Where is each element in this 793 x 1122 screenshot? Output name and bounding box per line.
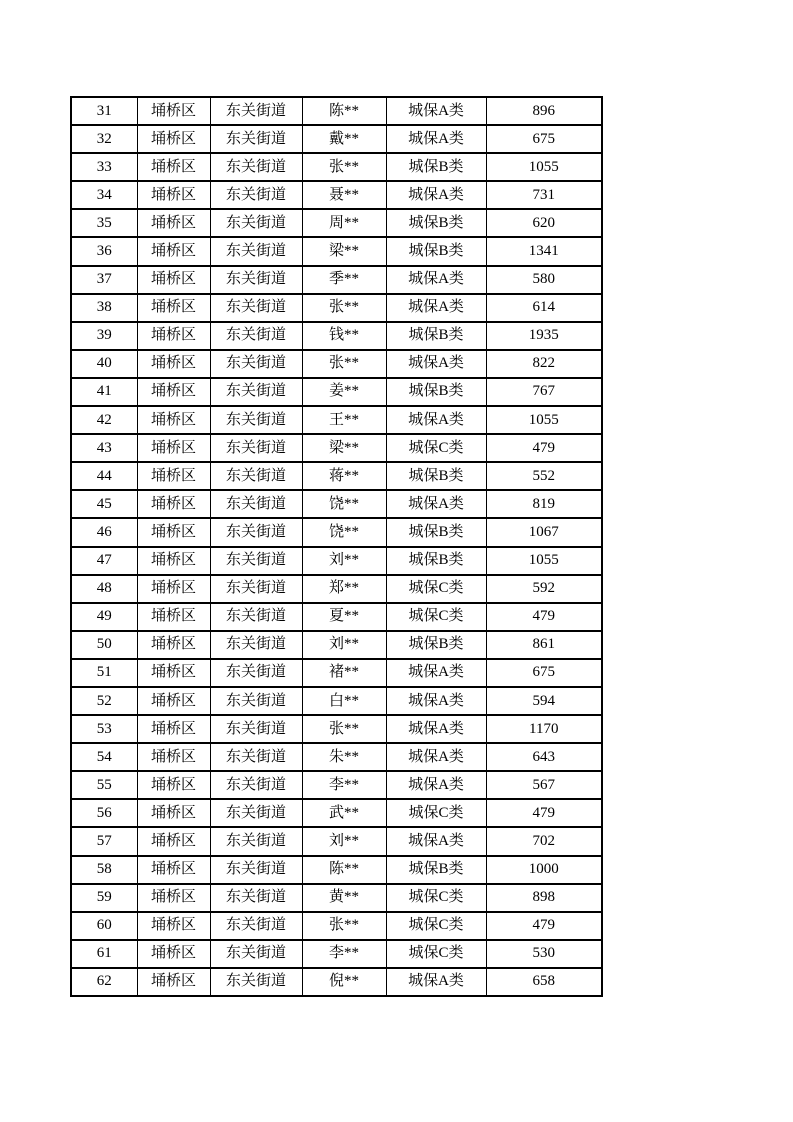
cell-category: 城保A类 bbox=[386, 715, 486, 743]
table-row bbox=[71, 799, 602, 827]
cell-category: 城保B类 bbox=[386, 378, 486, 406]
cell-amount: 1341 bbox=[486, 237, 602, 265]
cell-district: 埇桥区 bbox=[137, 603, 210, 631]
table-row bbox=[71, 743, 602, 771]
cell-category: 城保B类 bbox=[386, 631, 486, 659]
cell-amount: 1055 bbox=[486, 547, 602, 575]
cell-district: 埇桥区 bbox=[137, 687, 210, 715]
cell-street: 东关街道 bbox=[210, 322, 302, 350]
table-row bbox=[71, 856, 602, 884]
cell-row-number: 62 bbox=[71, 968, 137, 996]
cell-district: 埇桥区 bbox=[137, 912, 210, 940]
table-row bbox=[71, 940, 602, 968]
cell-category: 城保B类 bbox=[386, 209, 486, 237]
cell-row-number: 56 bbox=[71, 799, 137, 827]
cell-category: 城保A类 bbox=[386, 490, 486, 518]
cell-name: 夏** bbox=[302, 603, 386, 631]
cell-amount: 643 bbox=[486, 743, 602, 771]
cell-street: 东关街道 bbox=[210, 153, 302, 181]
cell-district: 埇桥区 bbox=[137, 771, 210, 799]
cell-street: 东关街道 bbox=[210, 406, 302, 434]
cell-category: 城保A类 bbox=[386, 827, 486, 855]
cell-street: 东关街道 bbox=[210, 659, 302, 687]
cell-street: 东关街道 bbox=[210, 575, 302, 603]
cell-district: 埇桥区 bbox=[137, 153, 210, 181]
table-row bbox=[71, 771, 602, 799]
table-row bbox=[71, 266, 602, 294]
cell-name: 梁** bbox=[302, 237, 386, 265]
cell-street: 东关街道 bbox=[210, 434, 302, 462]
table-row bbox=[71, 209, 602, 237]
cell-row-number: 51 bbox=[71, 659, 137, 687]
table-row bbox=[71, 603, 602, 631]
cell-street: 东关街道 bbox=[210, 631, 302, 659]
cell-category: 城保B类 bbox=[386, 237, 486, 265]
cell-row-number: 53 bbox=[71, 715, 137, 743]
cell-amount: 658 bbox=[486, 968, 602, 996]
cell-district: 埇桥区 bbox=[137, 968, 210, 996]
cell-district: 埇桥区 bbox=[137, 743, 210, 771]
table-body bbox=[71, 97, 602, 996]
cell-amount: 479 bbox=[486, 434, 602, 462]
table-row bbox=[71, 827, 602, 855]
cell-category: 城保A类 bbox=[386, 350, 486, 378]
cell-street: 东关街道 bbox=[210, 378, 302, 406]
cell-district: 埇桥区 bbox=[137, 490, 210, 518]
cell-category: 城保B类 bbox=[386, 462, 486, 490]
cell-category: 城保B类 bbox=[386, 547, 486, 575]
cell-name: 李** bbox=[302, 771, 386, 799]
cell-district: 埇桥区 bbox=[137, 97, 210, 125]
cell-name: 武** bbox=[302, 799, 386, 827]
cell-name: 白** bbox=[302, 687, 386, 715]
cell-row-number: 48 bbox=[71, 575, 137, 603]
cell-name: 蒋** bbox=[302, 462, 386, 490]
cell-amount: 819 bbox=[486, 490, 602, 518]
table-row bbox=[71, 687, 602, 715]
cell-amount: 675 bbox=[486, 125, 602, 153]
subsidy-table bbox=[70, 96, 603, 997]
cell-name: 季** bbox=[302, 266, 386, 294]
table-row bbox=[71, 968, 602, 996]
cell-amount: 1055 bbox=[486, 153, 602, 181]
cell-row-number: 42 bbox=[71, 406, 137, 434]
cell-street: 东关街道 bbox=[210, 799, 302, 827]
table-row bbox=[71, 434, 602, 462]
table-row bbox=[71, 322, 602, 350]
table-row bbox=[71, 462, 602, 490]
cell-street: 东关街道 bbox=[210, 715, 302, 743]
cell-amount: 861 bbox=[486, 631, 602, 659]
cell-district: 埇桥区 bbox=[137, 659, 210, 687]
cell-name: 姜** bbox=[302, 378, 386, 406]
cell-name: 陈** bbox=[302, 97, 386, 125]
cell-row-number: 44 bbox=[71, 462, 137, 490]
cell-name: 梁** bbox=[302, 434, 386, 462]
cell-street: 东关街道 bbox=[210, 771, 302, 799]
cell-row-number: 59 bbox=[71, 884, 137, 912]
cell-row-number: 52 bbox=[71, 687, 137, 715]
cell-district: 埇桥区 bbox=[137, 209, 210, 237]
cell-amount: 822 bbox=[486, 350, 602, 378]
table-row bbox=[71, 350, 602, 378]
cell-row-number: 37 bbox=[71, 266, 137, 294]
cell-name: 张** bbox=[302, 350, 386, 378]
cell-amount: 1935 bbox=[486, 322, 602, 350]
cell-district: 埇桥区 bbox=[137, 294, 210, 322]
cell-amount: 675 bbox=[486, 659, 602, 687]
cell-amount: 479 bbox=[486, 912, 602, 940]
cell-row-number: 43 bbox=[71, 434, 137, 462]
cell-name: 褚** bbox=[302, 659, 386, 687]
cell-street: 东关街道 bbox=[210, 209, 302, 237]
cell-amount: 767 bbox=[486, 378, 602, 406]
cell-name: 张** bbox=[302, 153, 386, 181]
cell-street: 东关街道 bbox=[210, 490, 302, 518]
cell-category: 城保B类 bbox=[386, 518, 486, 546]
cell-street: 东关街道 bbox=[210, 181, 302, 209]
table-row bbox=[71, 97, 602, 125]
cell-amount: 592 bbox=[486, 575, 602, 603]
table-row bbox=[71, 125, 602, 153]
cell-name: 倪** bbox=[302, 968, 386, 996]
table-row bbox=[71, 884, 602, 912]
cell-district: 埇桥区 bbox=[137, 547, 210, 575]
cell-amount: 479 bbox=[486, 799, 602, 827]
table-row bbox=[71, 715, 602, 743]
cell-street: 东关街道 bbox=[210, 518, 302, 546]
cell-amount: 614 bbox=[486, 294, 602, 322]
cell-district: 埇桥区 bbox=[137, 350, 210, 378]
cell-street: 东关街道 bbox=[210, 884, 302, 912]
cell-category: 城保C类 bbox=[386, 884, 486, 912]
cell-category: 城保A类 bbox=[386, 266, 486, 294]
cell-category: 城保A类 bbox=[386, 968, 486, 996]
cell-district: 埇桥区 bbox=[137, 631, 210, 659]
cell-category: 城保A类 bbox=[386, 406, 486, 434]
cell-category: 城保A类 bbox=[386, 181, 486, 209]
table-row bbox=[71, 518, 602, 546]
cell-name: 刘** bbox=[302, 547, 386, 575]
cell-row-number: 58 bbox=[71, 856, 137, 884]
cell-amount: 731 bbox=[486, 181, 602, 209]
cell-name: 张** bbox=[302, 294, 386, 322]
cell-row-number: 47 bbox=[71, 547, 137, 575]
cell-row-number: 55 bbox=[71, 771, 137, 799]
cell-street: 东关街道 bbox=[210, 856, 302, 884]
cell-amount: 1170 bbox=[486, 715, 602, 743]
cell-row-number: 41 bbox=[71, 378, 137, 406]
cell-district: 埇桥区 bbox=[137, 406, 210, 434]
cell-amount: 567 bbox=[486, 771, 602, 799]
table-row bbox=[71, 294, 602, 322]
cell-street: 东关街道 bbox=[210, 462, 302, 490]
cell-row-number: 61 bbox=[71, 940, 137, 968]
cell-category: 城保C类 bbox=[386, 799, 486, 827]
cell-row-number: 38 bbox=[71, 294, 137, 322]
cell-district: 埇桥区 bbox=[137, 575, 210, 603]
cell-category: 城保B类 bbox=[386, 856, 486, 884]
table-row bbox=[71, 378, 602, 406]
cell-name: 王** bbox=[302, 406, 386, 434]
table-row bbox=[71, 153, 602, 181]
cell-row-number: 32 bbox=[71, 125, 137, 153]
cell-name: 张** bbox=[302, 715, 386, 743]
cell-amount: 479 bbox=[486, 603, 602, 631]
cell-row-number: 46 bbox=[71, 518, 137, 546]
cell-row-number: 54 bbox=[71, 743, 137, 771]
cell-street: 东关街道 bbox=[210, 687, 302, 715]
cell-name: 郑** bbox=[302, 575, 386, 603]
cell-row-number: 39 bbox=[71, 322, 137, 350]
table-row bbox=[71, 237, 602, 265]
cell-category: 城保C类 bbox=[386, 940, 486, 968]
cell-category: 城保C类 bbox=[386, 603, 486, 631]
cell-district: 埇桥区 bbox=[137, 715, 210, 743]
cell-row-number: 34 bbox=[71, 181, 137, 209]
cell-street: 东关街道 bbox=[210, 743, 302, 771]
cell-category: 城保A类 bbox=[386, 687, 486, 715]
cell-street: 东关街道 bbox=[210, 827, 302, 855]
cell-amount: 594 bbox=[486, 687, 602, 715]
cell-street: 东关街道 bbox=[210, 294, 302, 322]
cell-district: 埇桥区 bbox=[137, 322, 210, 350]
cell-category: 城保C类 bbox=[386, 912, 486, 940]
cell-row-number: 60 bbox=[71, 912, 137, 940]
cell-amount: 1055 bbox=[486, 406, 602, 434]
cell-name: 刘** bbox=[302, 631, 386, 659]
cell-name: 陈** bbox=[302, 856, 386, 884]
cell-category: 城保A类 bbox=[386, 294, 486, 322]
table-row bbox=[71, 490, 602, 518]
cell-name: 朱** bbox=[302, 743, 386, 771]
table-row bbox=[71, 659, 602, 687]
cell-name: 张** bbox=[302, 912, 386, 940]
cell-district: 埇桥区 bbox=[137, 462, 210, 490]
cell-category: 城保A类 bbox=[386, 771, 486, 799]
cell-district: 埇桥区 bbox=[137, 940, 210, 968]
cell-category: 城保C类 bbox=[386, 434, 486, 462]
cell-row-number: 50 bbox=[71, 631, 137, 659]
cell-name: 饶** bbox=[302, 490, 386, 518]
cell-district: 埇桥区 bbox=[137, 125, 210, 153]
cell-street: 东关街道 bbox=[210, 125, 302, 153]
cell-category: 城保C类 bbox=[386, 575, 486, 603]
cell-amount: 620 bbox=[486, 209, 602, 237]
cell-row-number: 57 bbox=[71, 827, 137, 855]
cell-name: 黄** bbox=[302, 884, 386, 912]
cell-district: 埇桥区 bbox=[137, 884, 210, 912]
cell-street: 东关街道 bbox=[210, 237, 302, 265]
cell-category: 城保B类 bbox=[386, 322, 486, 350]
table-row bbox=[71, 912, 602, 940]
table-row bbox=[71, 575, 602, 603]
table-row bbox=[71, 406, 602, 434]
cell-amount: 1000 bbox=[486, 856, 602, 884]
cell-district: 埇桥区 bbox=[137, 856, 210, 884]
cell-row-number: 45 bbox=[71, 490, 137, 518]
cell-name: 李** bbox=[302, 940, 386, 968]
cell-category: 城保A类 bbox=[386, 743, 486, 771]
cell-row-number: 35 bbox=[71, 209, 137, 237]
cell-category: 城保A类 bbox=[386, 97, 486, 125]
cell-district: 埇桥区 bbox=[137, 518, 210, 546]
cell-street: 东关街道 bbox=[210, 912, 302, 940]
cell-amount: 552 bbox=[486, 462, 602, 490]
cell-district: 埇桥区 bbox=[137, 237, 210, 265]
cell-row-number: 31 bbox=[71, 97, 137, 125]
table-row bbox=[71, 547, 602, 575]
cell-category: 城保A类 bbox=[386, 659, 486, 687]
table-row bbox=[71, 181, 602, 209]
cell-name: 聂** bbox=[302, 181, 386, 209]
cell-district: 埇桥区 bbox=[137, 378, 210, 406]
cell-name: 钱** bbox=[302, 322, 386, 350]
cell-category: 城保A类 bbox=[386, 125, 486, 153]
cell-name: 刘** bbox=[302, 827, 386, 855]
cell-amount: 530 bbox=[486, 940, 602, 968]
cell-amount: 580 bbox=[486, 266, 602, 294]
table-row bbox=[71, 631, 602, 659]
cell-district: 埇桥区 bbox=[137, 827, 210, 855]
cell-amount: 898 bbox=[486, 884, 602, 912]
cell-name: 戴** bbox=[302, 125, 386, 153]
cell-street: 东关街道 bbox=[210, 547, 302, 575]
cell-row-number: 49 bbox=[71, 603, 137, 631]
cell-row-number: 36 bbox=[71, 237, 137, 265]
cell-district: 埇桥区 bbox=[137, 434, 210, 462]
cell-district: 埇桥区 bbox=[137, 181, 210, 209]
cell-street: 东关街道 bbox=[210, 350, 302, 378]
cell-row-number: 40 bbox=[71, 350, 137, 378]
cell-row-number: 33 bbox=[71, 153, 137, 181]
cell-district: 埇桥区 bbox=[137, 266, 210, 294]
cell-name: 饶** bbox=[302, 518, 386, 546]
cell-name: 周** bbox=[302, 209, 386, 237]
cell-street: 东关街道 bbox=[210, 97, 302, 125]
cell-street: 东关街道 bbox=[210, 603, 302, 631]
cell-street: 东关街道 bbox=[210, 940, 302, 968]
cell-category: 城保B类 bbox=[386, 153, 486, 181]
cell-amount: 702 bbox=[486, 827, 602, 855]
cell-amount: 1067 bbox=[486, 518, 602, 546]
cell-street: 东关街道 bbox=[210, 266, 302, 294]
cell-district: 埇桥区 bbox=[137, 799, 210, 827]
cell-amount: 896 bbox=[486, 97, 602, 125]
cell-street: 东关街道 bbox=[210, 968, 302, 996]
